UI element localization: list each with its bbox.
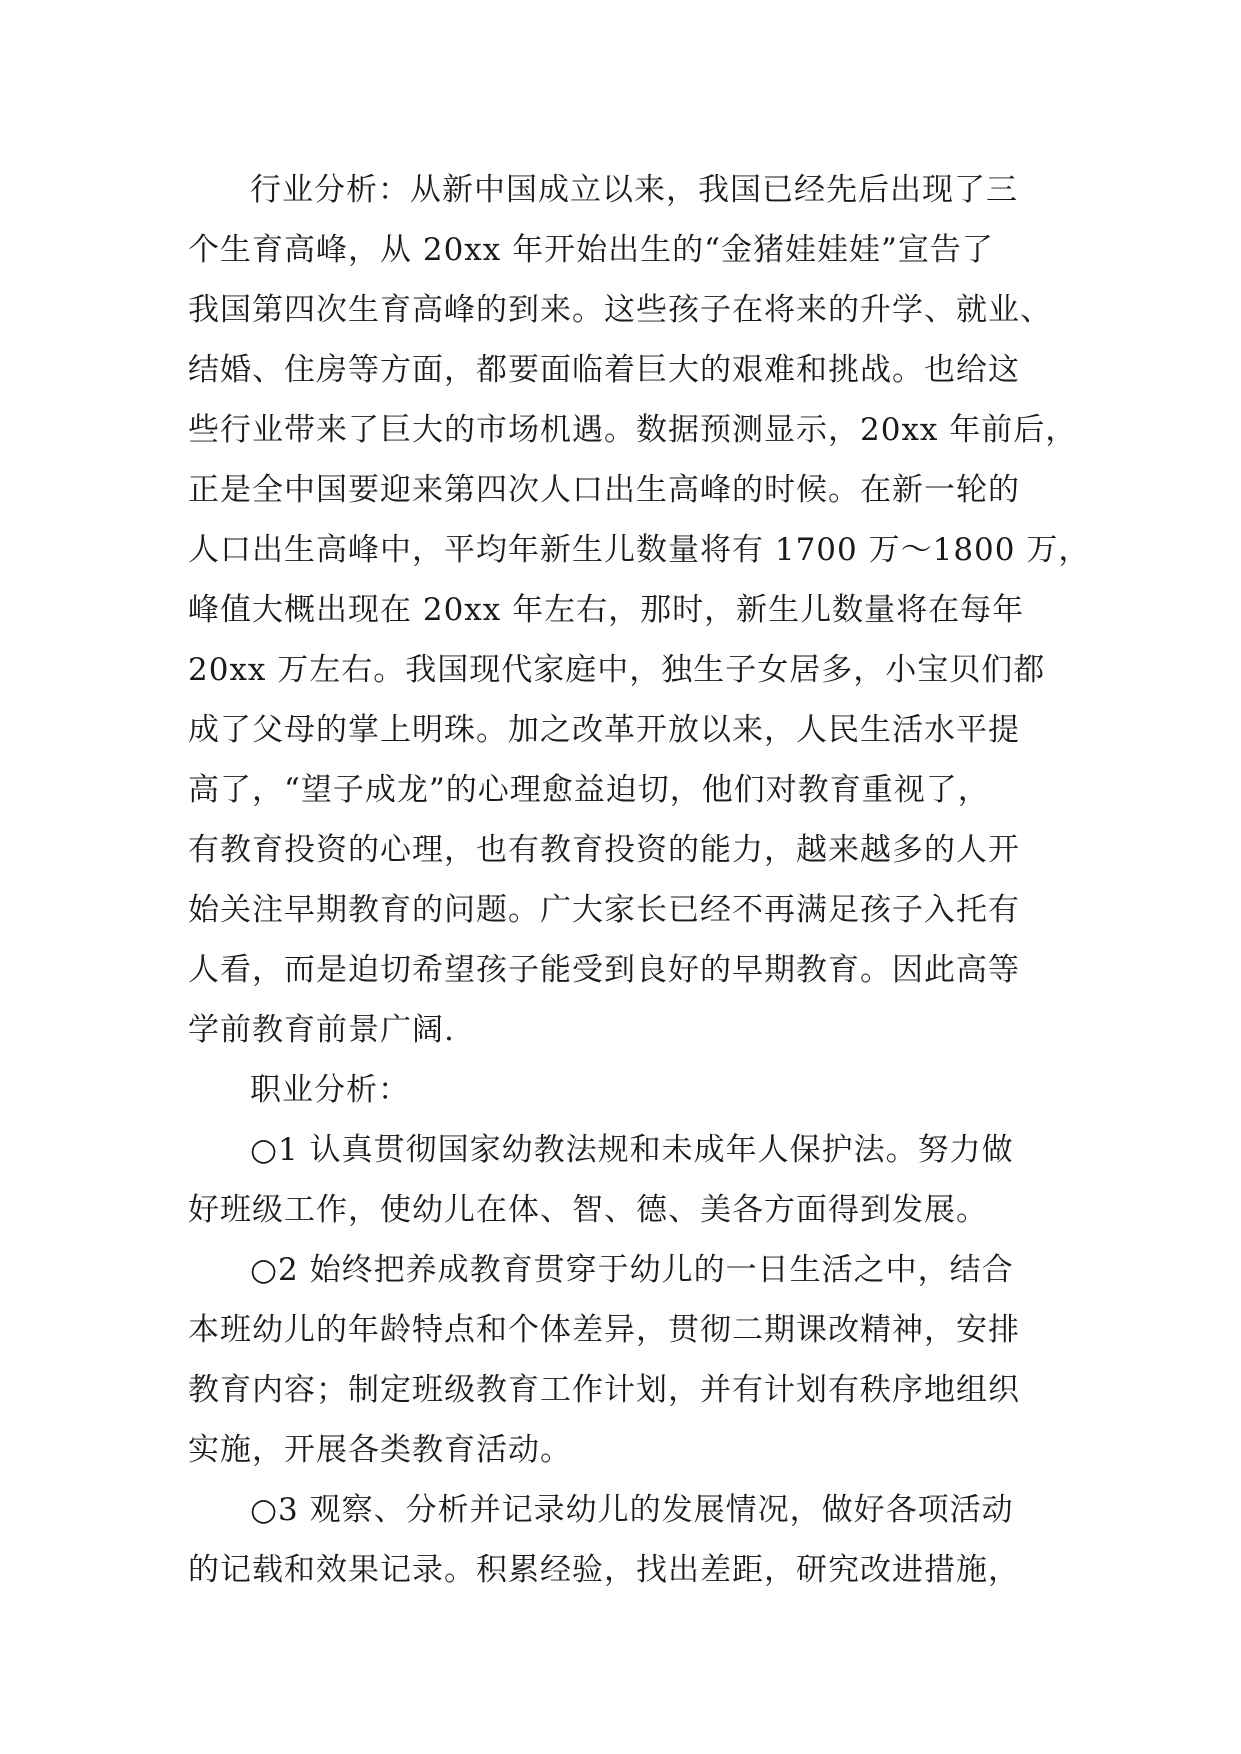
text-line: ○2 始终把养成教育贯穿于幼儿的一日生活之中，结合 [250,1252,1014,1288]
document-body [188,160,1091,1600]
text-line: ○1 认真贯彻国家幼教法规和未成年人保护法。努力做 [250,1132,1014,1168]
paragraph-item-1 [188,1120,1068,1240]
section-heading: 职业分析： [250,1072,410,1108]
text-line: 些行业带来了巨大的市场机遇。数据预测显示，20xx 年前后， [188,412,1078,448]
text-line: 高了，“望子成龙”的心理愈益迫切，他们对教育重视了， [188,772,990,808]
text-line: 本班幼儿的年龄特点和个体差异，贯彻二期课改精神，安排 [188,1312,1020,1348]
text-line: 好班级工作，使幼儿在体、智、德、美各方面得到发展。 [188,1192,988,1228]
text-line: 结婚、住房等方面，都要面临着巨大的艰难和挑战。也给这 [188,352,1020,388]
text-line: 的记载和效果记录。积累经验，找出差距，研究改进措施， [188,1552,1020,1588]
text-line: 个生育高峰，从 20xx 年开始出生的“金猪娃娃娃”宣告了 [188,232,994,268]
text-line: 峰值大概出现在 20xx 年左右，那时，新生儿数量将在每年 [188,592,1025,628]
text-line: ○3 观察、分析并记录幼儿的发展情况，做好各项活动 [250,1492,1014,1528]
text-line: 成了父母的掌上明珠。加之改革开放以来，人民生活水平提 [188,712,1020,748]
text-line: 有教育投资的心理，也有教育投资的能力，越来越多的人开 [188,832,1020,868]
text-line: 教育内容；制定班级教育工作计划，并有计划有秩序地组织 [188,1372,1020,1408]
paragraph-career-analysis-heading [188,1060,1068,1120]
text-line: 始关注早期教育的问题。广大家长已经不再满足孩子入托有 [188,892,1020,928]
text-line: 人口出生高峰中，平均年新生儿数量将有 1700 万～1800 万， [188,532,1091,568]
text-line: 我国第四次生育高峰的到来。这些孩子在将来的升学、就业、 [188,292,1052,328]
text-line: 实施，开展各类教育活动。 [188,1432,572,1468]
text-line: 正是全中国要迎来第四次人口出生高峰的时候。在新一轮的 [188,472,1020,508]
text-line: 学前教育前景广阔. [188,1012,455,1048]
text-line: 20xx 万左右。我国现代家庭中，独生子女居多，小宝贝们都 [188,652,1046,688]
paragraph-item-3 [188,1480,1068,1600]
text-line: 行业分析：从新中国成立以来，我国已经先后出现了三 [250,172,1018,208]
text-line: 人看，而是迫切希望孩子能受到良好的早期教育。因此高等 [188,952,1020,988]
paragraph-item-2 [188,1240,1068,1480]
paragraph-industry-analysis [188,160,1091,1060]
